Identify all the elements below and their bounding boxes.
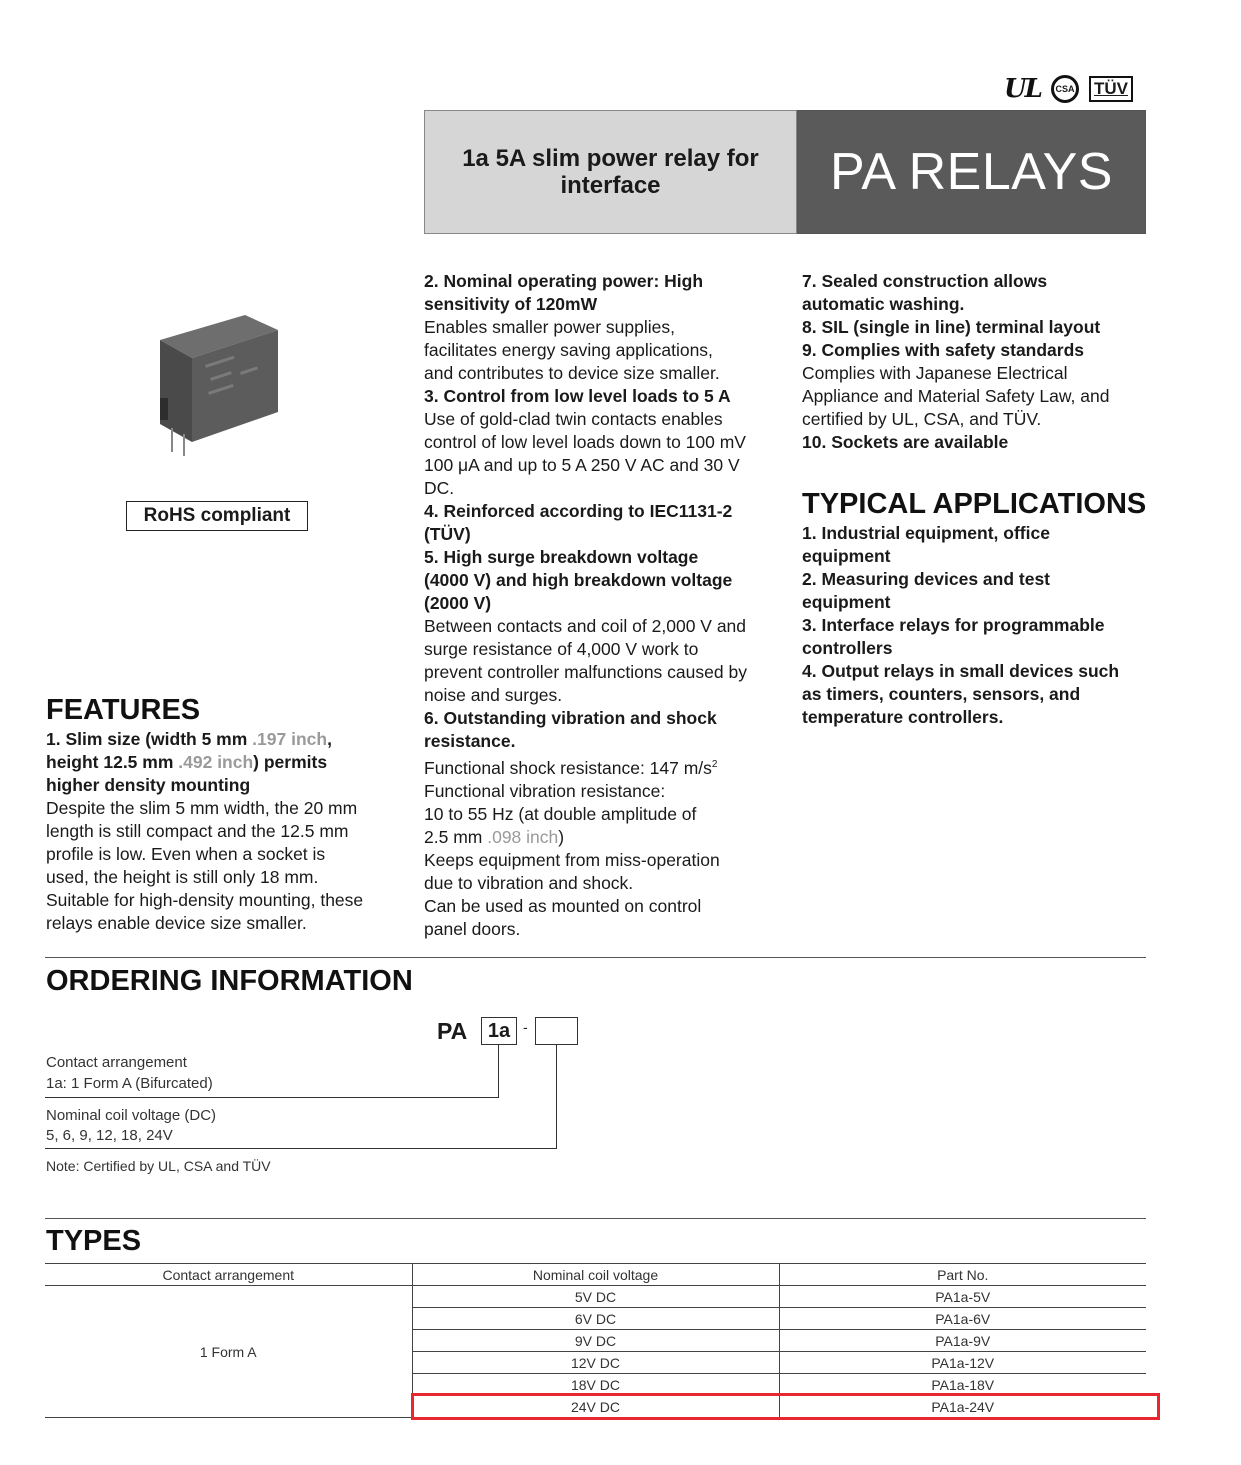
inch-value: .098 inch bbox=[487, 827, 559, 847]
connector-line bbox=[45, 1148, 557, 1149]
column-header: Contact arrangement bbox=[45, 1264, 412, 1286]
body-line: relays enable device size smaller. bbox=[46, 913, 307, 933]
column-header: Nominal coil voltage bbox=[412, 1264, 779, 1286]
body-line: profile is low. Even when a socket is bbox=[46, 844, 326, 864]
application-item: as timers, counters, sensors, and bbox=[802, 684, 1081, 704]
body-line: 10 to 55 Hz (at double amplitude of bbox=[424, 804, 697, 824]
feature-10-title: 10. Sockets are available bbox=[802, 432, 1009, 452]
applications-list bbox=[802, 522, 1147, 729]
part-number-cell: PA1a-12V bbox=[779, 1352, 1146, 1374]
body-line: used, the height is still only 18 mm. bbox=[46, 867, 319, 887]
row-highlight-box bbox=[411, 1393, 1160, 1420]
feature-3-title: 3. Control from low level loads to 5 A bbox=[424, 386, 731, 406]
voltage-cell: 5V DC bbox=[412, 1286, 779, 1308]
feature-1 bbox=[46, 728, 406, 935]
part-number-cell: PA1a-6V bbox=[779, 1308, 1146, 1330]
voltage-cell: 24V DC bbox=[412, 1396, 779, 1418]
csa-mark: CSA bbox=[1051, 75, 1079, 103]
application-item: temperature controllers. bbox=[802, 707, 1004, 727]
features-heading: FEATURES bbox=[46, 694, 201, 726]
ordering-heading: ORDERING INFORMATION bbox=[46, 965, 413, 997]
feature-5-title: (2000 V) bbox=[424, 593, 492, 613]
body-line: Appliance and Material Safety Law, and bbox=[802, 386, 1110, 406]
body-line: Enables smaller power supplies, bbox=[424, 317, 675, 337]
ordering-voltage-box bbox=[535, 1017, 578, 1045]
feature-4-title: 4. Reinforced according to IEC1131-2 bbox=[424, 501, 733, 521]
application-item: equipment bbox=[802, 592, 891, 612]
application-item: 1. Industrial equipment, office bbox=[802, 523, 1050, 543]
part-number-cell: PA1a-18V bbox=[779, 1374, 1146, 1396]
vibration-amplitude-line bbox=[424, 826, 784, 849]
body-line: Suitable for high-density mounting, these bbox=[46, 890, 364, 910]
inch-value: .492 inch bbox=[178, 752, 254, 772]
body-line: prevent controller malfunctions caused by bbox=[424, 662, 747, 682]
application-item: 3. Interface relays for programmable bbox=[802, 615, 1105, 635]
body-line: due to vibration and shock. bbox=[424, 873, 634, 893]
feature-1-title-line2 bbox=[46, 751, 406, 774]
column-header: Part No. bbox=[779, 1264, 1146, 1286]
contact-arrangement-label: Contact arrangement bbox=[46, 1054, 187, 1071]
feature-1-title-line3: higher density mounting bbox=[46, 775, 251, 795]
text: 1. Slim size (width 5 mm bbox=[46, 729, 253, 749]
body-line: Functional vibration resistance: bbox=[424, 781, 666, 801]
body-line: Use of gold-clad twin contacts enables bbox=[424, 409, 723, 429]
connector-line bbox=[556, 1045, 557, 1149]
body-line: panel doors. bbox=[424, 919, 521, 939]
table-header-row bbox=[45, 1264, 1146, 1286]
voltage-cell: 6V DC bbox=[412, 1308, 779, 1330]
coil-voltage-value: 5, 6, 9, 12, 18, 24V bbox=[46, 1127, 173, 1144]
contact-arrangement-value: 1a: 1 Form A (Bifurcated) bbox=[46, 1075, 213, 1092]
feature-7-title: automatic washing. bbox=[802, 294, 965, 314]
body-line: Complies with Japanese Electrical bbox=[802, 363, 1068, 383]
coil-voltage-label: Nominal coil voltage (DC) bbox=[46, 1107, 217, 1124]
feature-2-title: sensitivity of 120mW bbox=[424, 294, 598, 314]
voltage-cell: 18V DC bbox=[412, 1374, 779, 1396]
table-row bbox=[45, 1286, 1146, 1308]
inch-value: .197 inch bbox=[252, 729, 328, 749]
tuv-mark: TÜV bbox=[1089, 76, 1133, 102]
body-line: facilitates energy saving applications, bbox=[424, 340, 713, 360]
ordering-prefix: PA bbox=[437, 1018, 468, 1044]
feature-4-title: (TÜV) bbox=[424, 524, 471, 544]
application-item: controllers bbox=[802, 638, 893, 658]
product-title: PA RELAYS bbox=[797, 110, 1146, 234]
connector-line bbox=[498, 1045, 499, 1098]
body-line: Keeps equipment from miss-operation bbox=[424, 850, 720, 870]
text: 2.5 mm bbox=[424, 827, 488, 847]
body-line: surge resistance of 4,000 V work to bbox=[424, 639, 699, 659]
feature-5-title: 5. High surge breakdown voltage bbox=[424, 547, 699, 567]
body-line: Between contacts and coil of 2,000 V and bbox=[424, 616, 747, 636]
feature-2-title: 2. Nominal operating power: High bbox=[424, 271, 704, 291]
text: ) bbox=[558, 827, 565, 847]
body-line: 100 μA and up to 5 A 250 V AC and 30 V bbox=[424, 455, 740, 475]
applications-heading: TYPICAL APPLICATIONS bbox=[802, 488, 1147, 520]
body-line: certified by UL, CSA, and TÜV. bbox=[802, 409, 1042, 429]
connector-line bbox=[45, 1097, 499, 1098]
contact-arrangement-cell: 1 Form A bbox=[45, 1286, 412, 1418]
feature-5-title: (4000 V) and high breakdown voltage bbox=[424, 570, 733, 590]
feature-1-title-line1 bbox=[46, 728, 406, 751]
voltage-cell: 9V DC bbox=[412, 1330, 779, 1352]
certification-note: Note: Certified by UL, CSA and TÜV bbox=[46, 1158, 271, 1174]
body-line: and contributes to device size smaller. bbox=[424, 363, 720, 383]
feature-6-title: resistance. bbox=[424, 731, 516, 751]
body-line: noise and surges. bbox=[424, 685, 563, 705]
superscript: 2 bbox=[711, 759, 718, 770]
part-number-cell: PA1a-9V bbox=[779, 1330, 1146, 1352]
part-number-cell: PA1a-24V bbox=[779, 1396, 1146, 1418]
feature-9-title: 9. Complies with safety standards bbox=[802, 340, 1085, 360]
rohs-badge: RoHS compliant bbox=[126, 501, 308, 531]
text: height 12.5 mm bbox=[46, 752, 179, 772]
certification-marks bbox=[1004, 72, 1146, 106]
body-line: Can be used as mounted on control bbox=[424, 896, 702, 916]
feature-6-title: 6. Outstanding vibration and shock bbox=[424, 708, 717, 728]
features-column-3 bbox=[802, 270, 1147, 454]
shock-line bbox=[424, 753, 784, 780]
features-column-2 bbox=[424, 270, 784, 941]
feature-8-title: 8. SIL (single in line) terminal layout bbox=[802, 317, 1101, 337]
body-line: Despite the slim 5 mm width, the 20 mm bbox=[46, 798, 358, 818]
text: , bbox=[327, 729, 332, 749]
body-line: DC. bbox=[424, 478, 455, 498]
text: Functional shock resistance: 147 m/s bbox=[424, 758, 712, 778]
divider bbox=[45, 1218, 1146, 1219]
application-item: equipment bbox=[802, 546, 891, 566]
text: ) permits bbox=[253, 752, 328, 772]
part-number-cell: PA1a-5V bbox=[779, 1286, 1146, 1308]
product-subtitle: 1a 5A slim power relay for interface bbox=[424, 110, 797, 234]
application-item: 4. Output relays in small devices such bbox=[802, 661, 1120, 681]
ordering-contact-box: 1a bbox=[481, 1017, 517, 1045]
ul-mark: UL bbox=[1004, 74, 1041, 104]
feature-7-title: 7. Sealed construction allows bbox=[802, 271, 1048, 291]
application-item: 2. Measuring devices and test bbox=[802, 569, 1051, 589]
body-line: length is still compact and the 12.5 mm bbox=[46, 821, 349, 841]
ordering-dash: - bbox=[523, 1019, 528, 1035]
divider bbox=[45, 957, 1146, 958]
relay-product-image bbox=[150, 300, 290, 460]
types-heading: TYPES bbox=[46, 1225, 142, 1257]
voltage-cell: 12V DC bbox=[412, 1352, 779, 1374]
body-line: control of low level loads down to 100 mV bbox=[424, 432, 746, 452]
